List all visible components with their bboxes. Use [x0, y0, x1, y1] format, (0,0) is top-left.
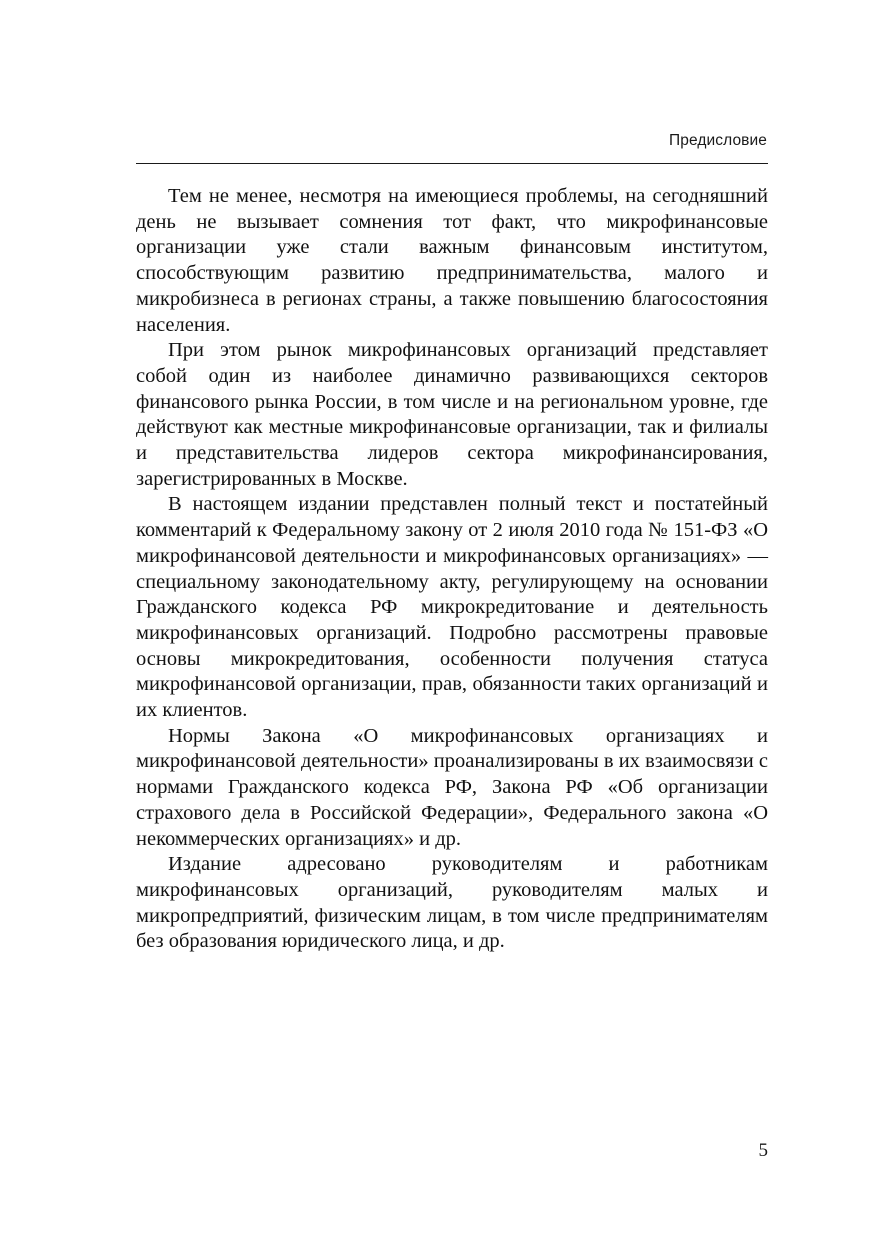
- header-rule: [136, 163, 768, 164]
- paragraph: При этом рынок микрофинансовых организаций представляет собой один из наиболее динамично развивающихся секторов финансового рынка России, в том числе и на региональном уровне, где действуют как местные микрофинансовые организации, так и филиалы и представительства лидеров сектора микрофинансирования, зарегистрированных в Москве.: [136, 339, 768, 490]
- paragraph: Издание адресовано руководителям и работникам микрофинансовых организаций, руководителям малых и микропредприятий, физическим лицам, в том числе предпринимателям без образования юридического лица, и др.: [136, 853, 768, 953]
- body-text: [136, 184, 768, 955]
- page-number: 5: [758, 1140, 768, 1161]
- paragraph: Тем не менее, несмотря на имеющиеся проблемы, на сегодняшний день не вызывает сомнения тот факт, что микрофинансовые организации уже стали важным финансовым институтом, способствующим развитию предпринимательства, малого и микробизнеса в регионах страны, а также повышению благосостояния населения.: [136, 185, 768, 336]
- running-head-title: Предисловие: [669, 132, 767, 149]
- paragraph: Нормы Закона «О микрофинансовых организациях и микрофинансовой деятельности» проанализированы в их взаимосвязи с нормами Гражданского кодекса РФ, Закона РФ «Об организации страхового дела в Российской Федерации», Федерального закона «О некоммерческих организациях» и др.: [136, 724, 768, 850]
- paragraph: В настоящем издании представлен полный текст и постатейный комментарий к Федеральному закону от 2 июля 2010 года № 151-ФЗ «О микрофинансовой деятельности и микрофинансовых организациях» — специальному законодательному акту, регулирующему на основании Гражданского кодекса РФ микрокредитование и деятельность микрофинансовых организаций. Подробно рассмотрены правовые основы микрокредитования, особенности получения статуса микрофинансовой организации, прав, обязанности таких организаций и их клиентов.: [136, 493, 768, 722]
